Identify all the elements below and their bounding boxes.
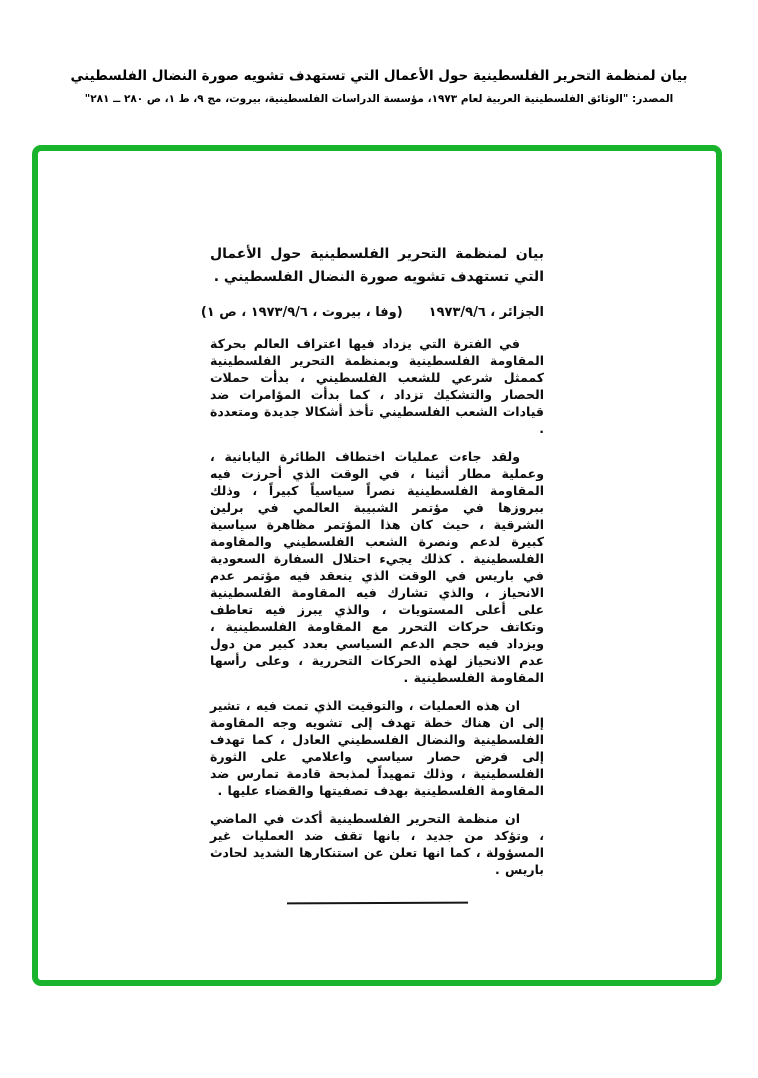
document-dateline [200,304,544,322]
page-title: بيان لمنظمة التحرير الفلسطينية حول الأعمال التي تستهدف تشويه صورة النضال الفلسطيني [70,68,688,84]
scanned-document [200,243,544,904]
document-title: بيان لمنظمة التحرير الفلسطينية حول الأعمال التي تستهدف تشويه صورة النضال الفلسطيني . [210,246,544,285]
paragraph-4: ان منظمة التحرير الفلسطينية أكدت في الماضي ، وتؤكد من جديد ، بانها تقف ضد العمليات غير المسؤولة ، كما انها تعلن عن استنكارها الشديد لحادث باريس . [210,811,544,877]
page-header [0,66,758,108]
paragraph-1: في الفترة التي يزداد فيها اعتراف العالم بحركة المقاومة الفلسطينية وبمنظمة التحرير الفلسطينية كممثل شرعي للشعب الفلسطيني ، بدأت حملات الحصار والتشكيك تزداد ، كما بدأت المؤامرات ضد قيادات الشعب الفلسطيني تأخذ أشكالا جديدة ومتعددة . [210,336,544,436]
dateline-place-date: الجزائر ، ١٩٧٣/٩/٦ [428,305,544,320]
paragraph-3: ان هذه العمليات ، والتوقيت الذي تمت فيه ، تشير إلى ان هناك خطة تهدف إلى تشويه وجه المقاومة الفلسطينية والنضال الفلسطيني العادل ، كما تهدف إلى فرض حصار سياسي واعلامي على الثورة الفلسطينية ، وذلك تمهيداً لمذبحة قادمة تمارس ضد المقاومة الفلسطينية بهدف تصفيتها والقضاء عليها . [210,698,544,798]
dateline-source-ref: (وفا ، بيروت ، ١٩٧٣/٩/٦ ، ص ١) [200,305,403,320]
source-citation: المصدر: "الوثائق الفلسطينية العربية لعام ١٩٧٣، مؤسسة الدراسات الفلسطينية، بيروت، مج ٩، ط ١، ص ٢٨٠ ــ ٢٨١" [84,93,674,105]
end-rule [286,902,467,905]
paragraph-2: ولقد جاءت عمليات اختطاف الطائرة اليابانية ، وعملية مطار أثينا ، في الوقت الذي أحرزت فيه المقاومة الفلسطينية نصراً سياسياً كبيراً ، وذلك ببروزها في مؤتمر الشبيبة العالمي في برلين الشرقية ، حيث كان هذا المؤتمر مظاهرة سياسية كبيرة لدعم ونصرة الشعب الفلسطيني والمقاومة الفلسطينية . كذلك يجيء احتلال السفارة السعودية في باريس في الوقت الذي ينعقد فيه مؤتمر عدم الانحياز ، والذي تشارك فيه المقاومة الفلسطينية على أعلى المستويات ، والذي يبرز فيه تعاطف وتكاتف حركات التحرر مع المقاومة الفلسطينية ، ويزداد فيه حجم الدعم السياسي بعدد كبير من دول عدم الانحياز لهذه الحركات التحررية ، وعلى رأسها المقاومة الفلسطينية . [210,449,544,685]
document-frame [32,145,722,986]
